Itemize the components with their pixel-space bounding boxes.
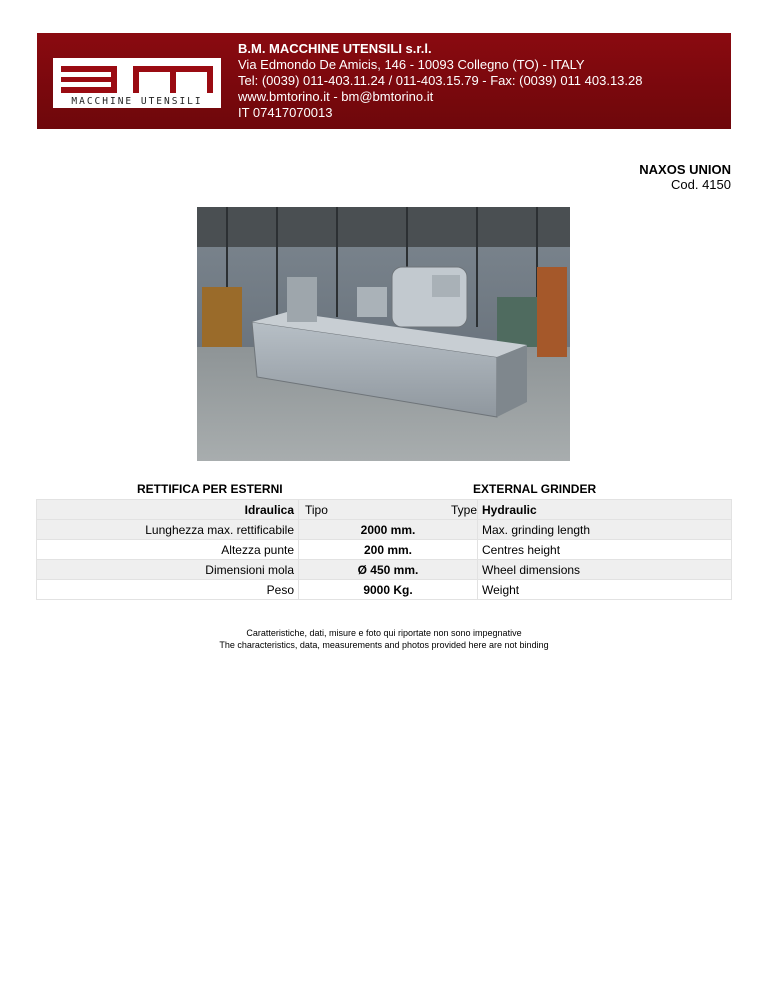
spec-label-en: Weight — [478, 580, 732, 600]
title-italian: RETTIFICA PER ESTERNI — [137, 482, 283, 496]
type-en: Hydraulic — [478, 500, 732, 520]
spec-value: Ø 450 mm. — [299, 560, 478, 580]
spec-value: 9000 Kg. — [299, 580, 478, 600]
spec-row — [37, 520, 732, 540]
machine-photo — [197, 207, 570, 461]
spec-value: 200 mm. — [299, 540, 478, 560]
disclaimer-it: Caratteristiche, dati, misure e foto qui riportate non sono impegnative — [246, 628, 522, 638]
type-it: Idraulica — [37, 500, 299, 520]
type-label: Type — [450, 503, 477, 517]
company-vat: IT 07417070013 — [238, 105, 333, 120]
tipo-label: Tipo — [305, 503, 328, 517]
disclaimer — [0, 627, 768, 651]
spec-table — [36, 499, 732, 600]
spec-value: 2000 mm. — [299, 520, 478, 540]
machine-id — [639, 162, 731, 193]
machine-name: NAXOS UNION — [639, 162, 731, 177]
company-phone: Tel: (0039) 011-403.11.24 / 011-403.15.79 - Fax: (0039) 011 403.13.28 — [238, 73, 643, 88]
spec-label-en: Max. grinding length — [478, 520, 732, 540]
company-address: Via Edmondo De Amicis, 146 - 10093 Collegno (TO) - ITALY — [238, 57, 585, 72]
company-header — [37, 33, 731, 129]
spec-label-it: Peso — [37, 580, 299, 600]
spec-row-type — [37, 500, 732, 520]
spec-row — [37, 560, 732, 580]
spec-label-en: Wheel dimensions — [478, 560, 732, 580]
spec-row — [37, 580, 732, 600]
spec-label-en: Centres height — [478, 540, 732, 560]
logo-subtitle: MACCHINE UTENSILI — [71, 96, 203, 107]
spec-label-it: Dimensioni mola — [37, 560, 299, 580]
spec-row — [37, 540, 732, 560]
title-english: EXTERNAL GRINDER — [473, 482, 597, 496]
spec-label-it: Lunghezza max. rettificabile — [37, 520, 299, 540]
type-header-cell — [299, 500, 478, 520]
bm-logo — [53, 58, 221, 108]
machine-code: Cod. 4150 — [671, 177, 731, 192]
company-name: B.M. MACCHINE UTENSILI s.r.l. — [238, 41, 432, 56]
disclaimer-en: The characteristics, data, measurements and photos provided here are not binding — [219, 640, 549, 650]
company-web[interactable]: www.bmtorino.it - bm@bmtorino.it — [238, 89, 434, 104]
spec-label-it: Altezza punte — [37, 540, 299, 560]
